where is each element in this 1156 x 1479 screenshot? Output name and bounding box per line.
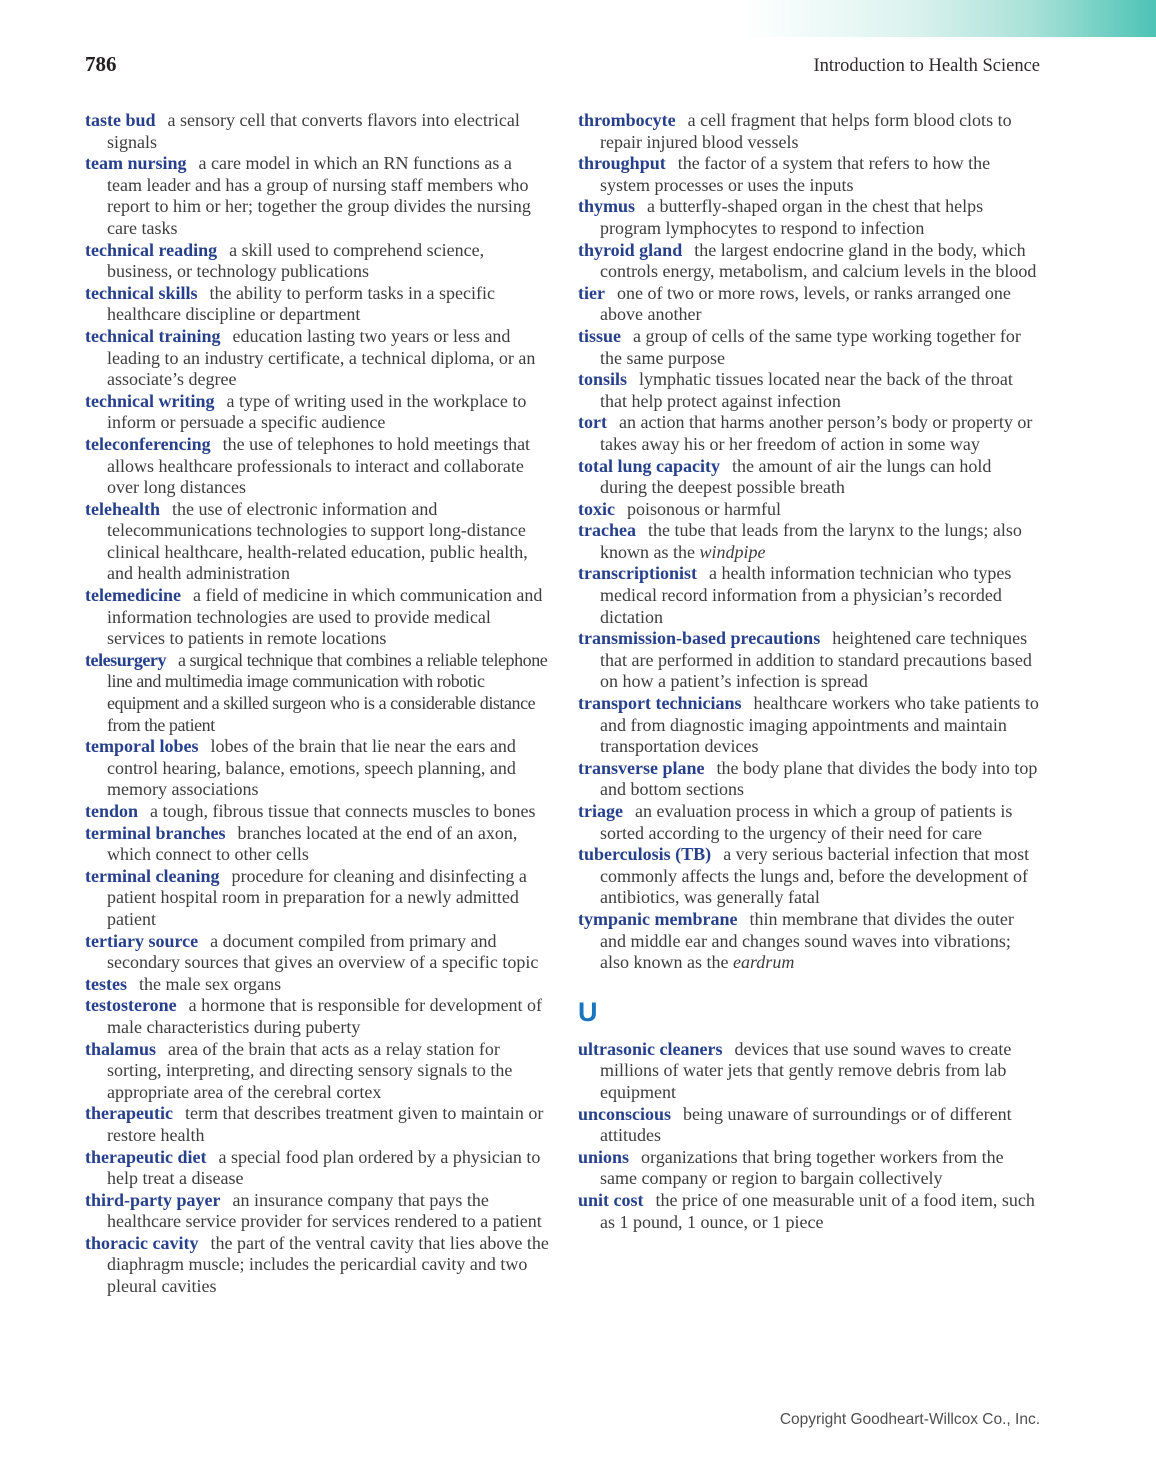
glossary-entry [85, 866, 549, 931]
glossary-definition: lobes of the brain that lie near the ears and control hearing, balance, emotions, speech planning, and memory associations [107, 736, 516, 800]
glossary-term: therapeutic [85, 1103, 173, 1124]
glossary-entry [85, 995, 549, 1038]
glossary-entry [578, 1039, 1042, 1104]
glossary-definition: a sensory cell that converts flavors into electrical signals [107, 110, 520, 152]
glossary-term: testes [85, 973, 127, 994]
glossary-term: tertiary source [85, 930, 199, 951]
glossary-definition: the part of the ventral cavity that lies above the diaphragm muscle; includes the pericardial cavity and two pleural cavities [107, 1232, 549, 1297]
glossary-term: tympanic membrane [578, 908, 738, 929]
glossary-definition: education lasting two years or less and leading to an industry certificate, a technical diploma, or an associate’s degree [107, 325, 536, 390]
glossary-definition: poisonous or harmful [626, 498, 781, 519]
glossary-entry [578, 326, 1042, 369]
glossary-entry [85, 823, 549, 866]
glossary-definition: a health information technician who types medical record information from a physician’s recorded dictation [600, 563, 1012, 627]
glossary-definition: a type of writing used in the workplace to inform or persuade a specific audience [107, 390, 527, 433]
glossary-entry [578, 1104, 1042, 1147]
glossary-definition: the male sex organs [138, 973, 282, 994]
glossary-definition: a special food plan ordered by a physician to help treat a disease [107, 1146, 541, 1189]
glossary-term: testosterone [85, 995, 177, 1016]
glossary-entry [85, 931, 549, 974]
glossary-columns [85, 110, 1042, 1298]
glossary-definition: a surgical technique that combines a reliable telephone line and multimedia image communication with robotic equipment and a skilled surgeon who is a considerable distance from the patient [107, 649, 548, 735]
glossary-term: thoracic cavity [85, 1232, 199, 1253]
glossary-term: tendon [85, 801, 139, 821]
glossary-term: taste bud [85, 110, 156, 130]
glossary-term: transverse plane [578, 757, 705, 778]
glossary-term: unions [578, 1146, 630, 1167]
header-accent-bar [742, 0, 1156, 37]
glossary-entry [85, 650, 549, 736]
glossary-definition: area of the brain that acts as a relay station for sorting, interpreting, and directing sensory signals to the appropriate area of the cerebral cortex [107, 1038, 513, 1102]
glossary-definition: a butterfly-shaped organ in the chest that helps program lymphocytes to respond to infection [600, 196, 984, 238]
glossary-definition: the largest endocrine gland in the body, which controls energy, metabolism, and calcium levels in the blood [600, 239, 1037, 282]
glossary-entry [85, 585, 549, 650]
glossary-term: teleconferencing [85, 433, 211, 454]
glossary-term: tuberculosis (TB) [578, 844, 712, 865]
glossary-entry [85, 153, 549, 239]
glossary-term: technical training [85, 325, 221, 346]
glossary-term: triage [578, 801, 623, 821]
glossary-term: tissue [578, 325, 622, 346]
glossary-entry [85, 974, 549, 996]
glossary-definition: the amount of air the lungs can hold during the deepest possible breath [600, 455, 992, 498]
glossary-entry [85, 1233, 549, 1298]
glossary-entry [578, 196, 1042, 239]
glossary-definition: a hormone that is responsible for development of male characteristics during puberty [107, 995, 543, 1037]
glossary-entry [578, 499, 1042, 521]
running-head: Introduction to Health Science [813, 56, 1040, 76]
glossary-term: trachea [578, 520, 636, 541]
glossary-entry [85, 801, 549, 823]
glossary-definition: branches located at the end of an axon, which connect to other cells [107, 822, 518, 865]
glossary-entry [85, 1039, 549, 1104]
glossary-definition: a document compiled from primary and secondary sources that gives an overview of a specific topic [107, 930, 539, 973]
glossary-term: ultrasonic cleaners [578, 1038, 723, 1059]
glossary-definition: the price of one measurable unit of a food item, such as 1 pound, 1 ounce, or 1 piece [600, 1189, 1035, 1232]
glossary-entry [85, 1147, 549, 1190]
glossary-definition: healthcare workers who take patients to and from diagnostic imaging appointments and maintain transportation devices [600, 693, 1039, 757]
glossary-term: technical skills [85, 282, 198, 303]
glossary-entry [85, 499, 549, 585]
glossary-term: team nursing [85, 153, 187, 174]
glossary-definition: a field of medicine in which communication and information technologies are used to provide medical services to patients in remote locations [107, 585, 543, 649]
glossary-term: technical writing [85, 390, 215, 411]
glossary-definition: the ability to perform tasks in a specific healthcare discipline or department [107, 282, 495, 325]
glossary-entry [578, 153, 1042, 196]
glossary-definition: a group of cells of the same type working together for the same purpose [600, 325, 1021, 368]
glossary-definition: a very serious bacterial infection that most commonly affects the lungs and, before the development of antibiotics, was generally fatal [600, 844, 1030, 908]
glossary-entry [85, 434, 549, 499]
glossary-definition: devices that use sound waves to create millions of water jets that gently remove debris from lab equipment [600, 1038, 1012, 1102]
glossary-definition: thin membrane that divides the outer and middle ear and changes sound waves into vibrations; also known as the eardrum [600, 908, 1014, 973]
glossary-term: telehealth [85, 498, 160, 519]
glossary-entry [578, 909, 1042, 974]
glossary-entry [85, 391, 549, 434]
glossary-definition: lymphatic tissues located near the back of the throat that help protect against infection [600, 369, 1013, 411]
glossary-term: thalamus [85, 1038, 157, 1059]
section-header-u: U [578, 996, 598, 1027]
glossary-entry [85, 326, 549, 391]
glossary-term: telesurgery [85, 649, 167, 670]
glossary-entry [578, 369, 1042, 412]
glossary-entry [578, 628, 1042, 693]
glossary-term: throughput [578, 153, 666, 174]
glossary-entry [578, 456, 1042, 499]
glossary-definition: a skill used to comprehend science, business, or technology publications [107, 239, 485, 282]
glossary-definition: the body plane that divides the body into top and bottom sections [600, 757, 1038, 800]
glossary-column-right [578, 110, 1042, 1298]
glossary-term: toxic [578, 498, 615, 519]
glossary-entry [85, 240, 549, 283]
glossary-entry [578, 110, 1042, 153]
glossary-term: unit cost [578, 1189, 644, 1210]
glossary-definition: being unaware of surroundings or of different attitudes [600, 1103, 1012, 1146]
glossary-definition: an insurance company that pays the healthcare service provider for services rendered to a patient [107, 1189, 542, 1232]
glossary-term: total lung capacity [578, 455, 720, 476]
glossary-term: therapeutic diet [85, 1146, 207, 1167]
glossary-definition: term that describes treatment given to maintain or restore health [107, 1103, 544, 1145]
glossary-entry [85, 1190, 549, 1233]
glossary-entry [578, 801, 1042, 844]
glossary-term: third-party payer [85, 1189, 221, 1210]
glossary-definition: a tough, fibrous tissue that connects muscles to bones [150, 801, 536, 821]
glossary-term: terminal cleaning [85, 865, 220, 886]
glossary-entry [578, 1190, 1042, 1233]
glossary-entry [578, 563, 1042, 628]
glossary-term: thyroid gland [578, 239, 683, 260]
glossary-definition: the tube that leads from the larynx to the lungs; also known as the windpipe [600, 520, 1022, 562]
glossary-term: terminal branches [85, 822, 226, 843]
copyright-footer: Copyright Goodheart-Willcox Co., Inc. [779, 1411, 1040, 1428]
glossary-definition: an evaluation process in which a group of patients is sorted according to the urgency of their need for care [600, 801, 1013, 843]
glossary-definition: the use of electronic information and telecommunications technologies to support long-distance clinical healthcare, health-related education, public health, and health administration [107, 498, 528, 584]
glossary-definition: a care model in which an RN functions as a team leader and has a group of nursing staff members who report to him or her; together the group divides the nursing care tasks [107, 153, 531, 238]
glossary-entry [578, 693, 1042, 758]
glossary-entry [85, 283, 549, 326]
glossary-definition: one of two or more rows, levels, or ranks arranged one above another [600, 282, 1011, 325]
glossary-entry [85, 110, 549, 153]
glossary-entry [578, 758, 1042, 801]
definition-italic-word: eardrum [732, 952, 795, 973]
glossary-definition: the use of telephones to hold meetings that allows healthcare professionals to interact and collaborate over long distances [107, 433, 531, 498]
glossary-entry [578, 240, 1042, 283]
glossary-term: tort [578, 412, 607, 433]
glossary-entry [578, 844, 1042, 909]
glossary-term: transmission-based precautions [578, 628, 821, 649]
glossary-definition: the factor of a system that refers to how the system processes or uses the inputs [600, 153, 991, 195]
glossary-entry [85, 736, 549, 801]
glossary-definition: heightened care techniques that are performed in addition to standard precautions based on how a patient’s infection is spread [600, 628, 1032, 692]
glossary-term: tier [578, 282, 605, 303]
glossary-term: telemedicine [85, 585, 181, 606]
glossary-entry [85, 1103, 549, 1146]
glossary-term: thrombocyte [578, 110, 676, 130]
definition-italic-word: windpipe [699, 541, 766, 562]
glossary-term: unconscious [578, 1103, 672, 1124]
glossary-term: transcriptionist [578, 563, 697, 584]
glossary-entry [578, 412, 1042, 455]
glossary-definition: organizations that bring together workers from the same company or region to bargain collectively [600, 1146, 1004, 1189]
glossary-entry [578, 520, 1042, 563]
glossary-entry [578, 283, 1042, 326]
glossary-term: temporal lobes [85, 736, 199, 757]
glossary-definition: procedure for cleaning and disinfecting a patient hospital room in preparation for a newly admitted patient [107, 865, 527, 929]
glossary-term: transport technicians [578, 693, 742, 714]
glossary-term: thymus [578, 196, 636, 217]
glossary-definition: an action that harms another person’s body or property or takes away his or her freedom of action in some way [600, 412, 1033, 454]
glossary-entry [578, 1147, 1042, 1190]
page-number: 786 [85, 52, 117, 76]
glossary-term: technical reading [85, 239, 218, 260]
glossary-column-left [85, 110, 549, 1298]
glossary-definition: a cell fragment that helps form blood clots to repair injured blood vessels [600, 110, 1012, 152]
glossary-term: tonsils [578, 369, 628, 390]
